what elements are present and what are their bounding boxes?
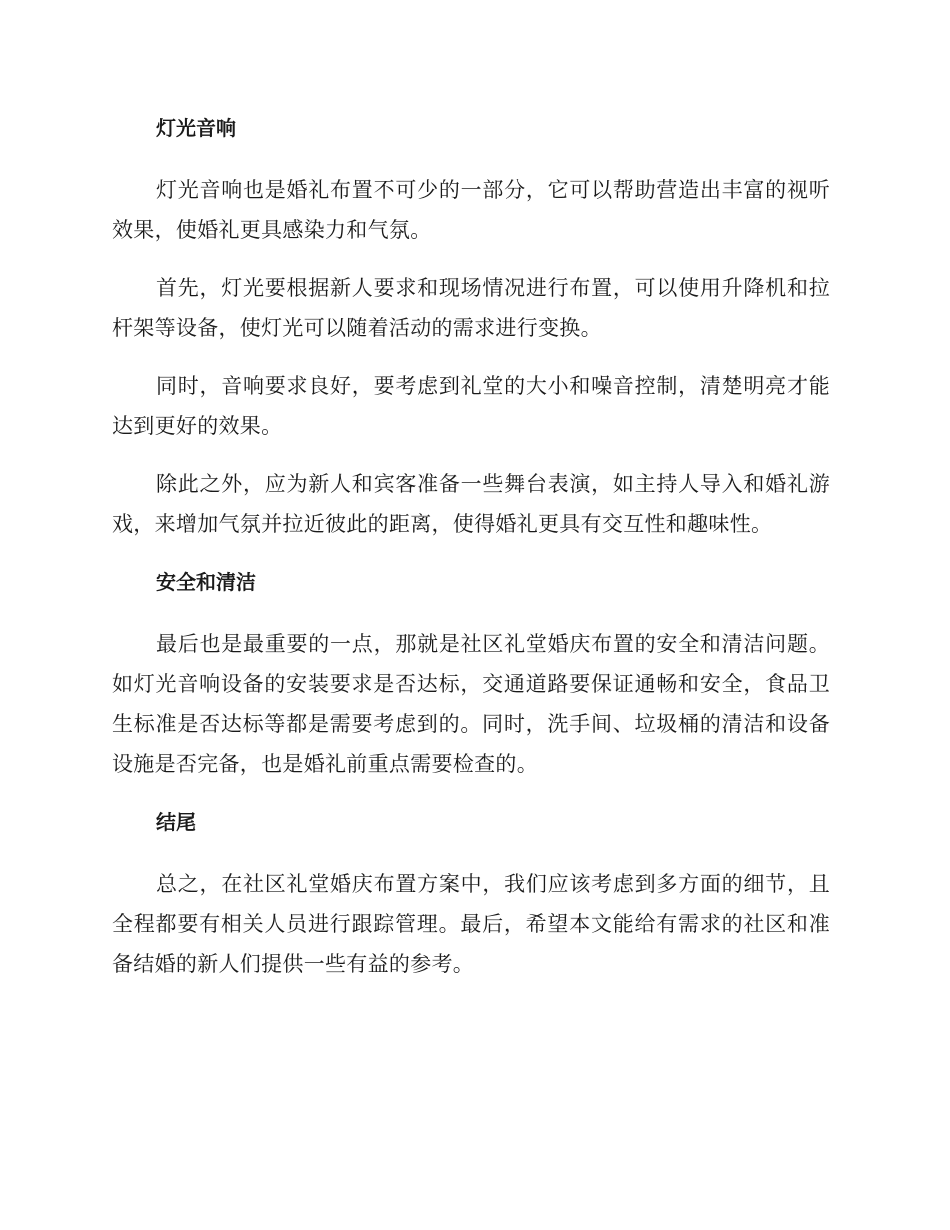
section-heading-lighting-sound: 灯光音响 [156,116,236,140]
section-heading-safety-cleaning: 安全和清洁 [156,570,256,594]
paragraph: 灯光音响也是婚礼布置不可少的一部分，它可以帮助营造出丰富的视听效果，使婚礼更具感染力和气氛。 [112,178,830,242]
section-heading-conclusion: 结尾 [156,810,196,834]
paragraph: 最后也是最重要的一点，那就是社区礼堂婚庆布置的安全和清洁问题。如灯光音响设备的安装要求是否达标，交通道路要保证通畅和安全，食品卫生标准是否达标等都是需要考虑到的。同时，洗手间、垃圾桶的清洁和设备设施是否完备，也是婚礼前重点需要检查的。 [112,632,830,776]
document-body [112,108,830,1002]
paragraph: 同时，音响要求良好，要考虑到礼堂的大小和噪音控制，清楚明亮才能达到更好的效果。 [112,374,830,438]
paragraph: 首先，灯光要根据新人要求和现场情况进行布置，可以使用升降机和拉杆架等设备，使灯光可以随着活动的需求进行变换。 [112,276,830,340]
paragraph: 除此之外，应为新人和宾客准备一些舞台表演，如主持人导入和婚礼游戏，来增加气氛并拉近彼此的距离，使得婚礼更具有交互性和趣味性。 [112,472,830,536]
paragraph: 总之，在社区礼堂婚庆布置方案中，我们应该考虑到多方面的细节，且全程都要有相关人员进行跟踪管理。最后，希望本文能给有需求的社区和准备结婚的新人们提供一些有益的参考。 [112,872,830,976]
